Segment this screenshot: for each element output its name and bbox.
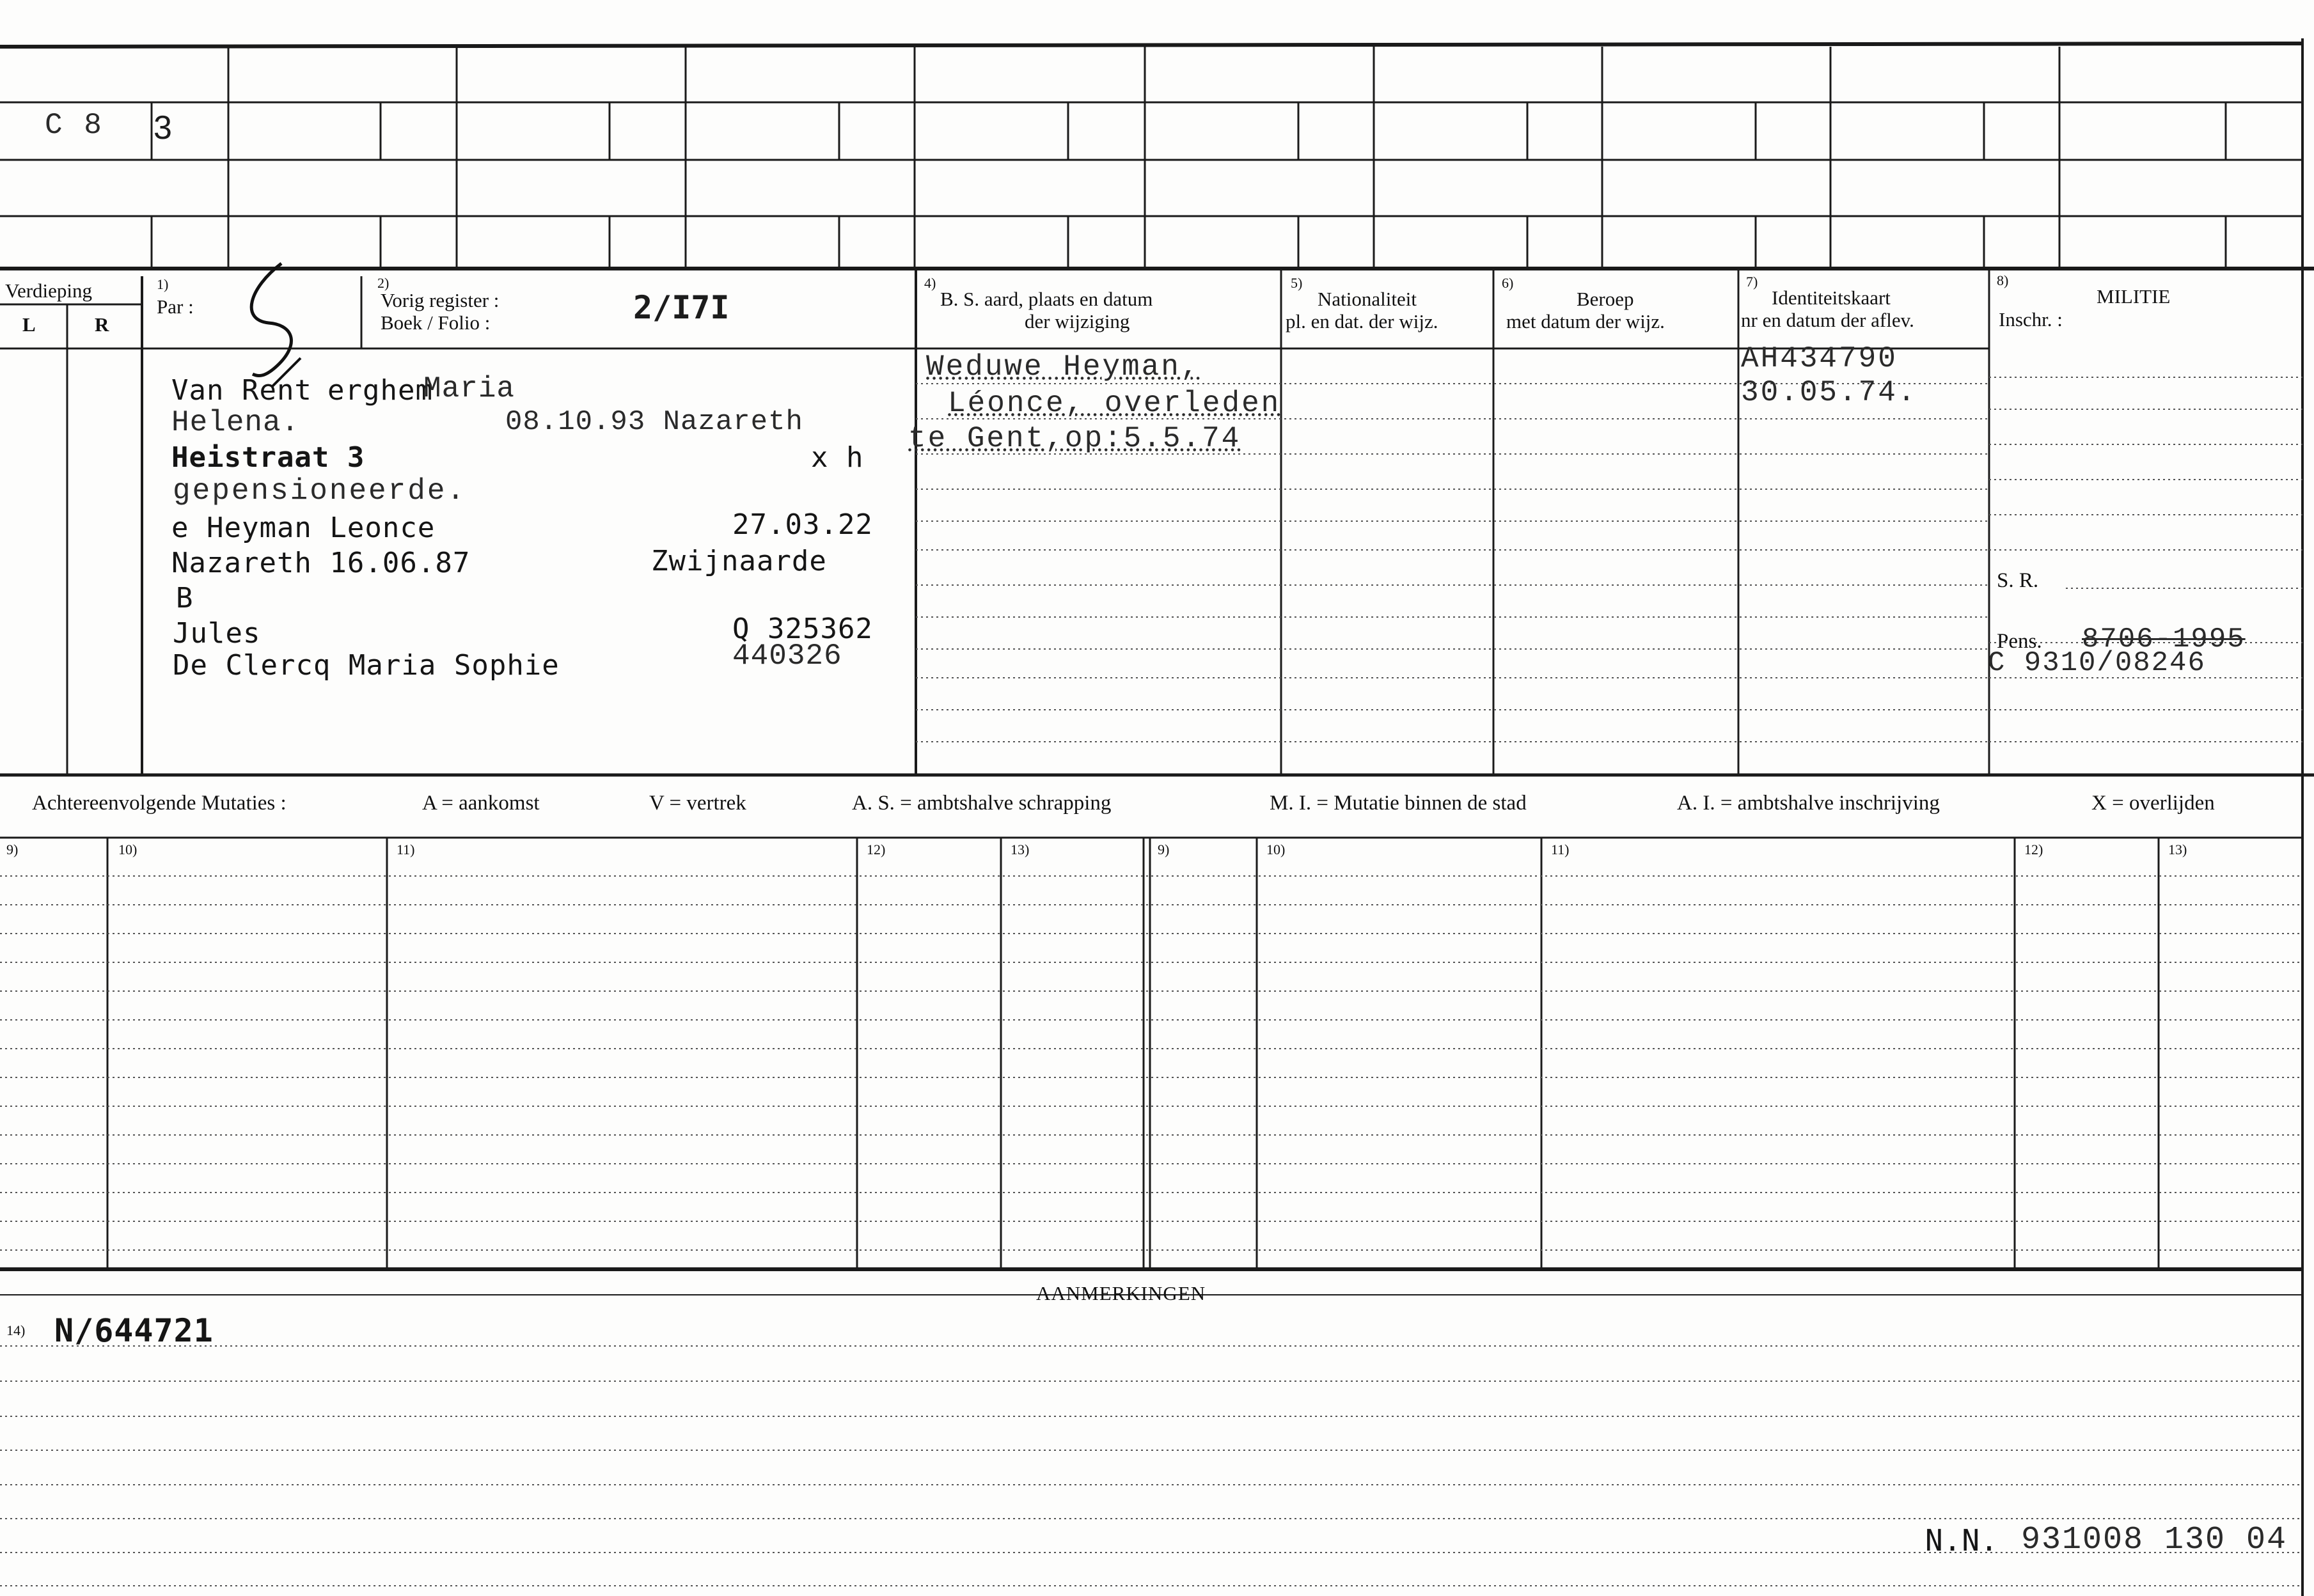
header-id-line2: nr en datum der aflev. xyxy=(1741,309,1914,331)
nn-label: N.N. xyxy=(1925,1523,1999,1558)
person-line-9b: 440326 xyxy=(732,639,842,673)
header-inschr: Inschr. : xyxy=(1999,308,2063,331)
person-line-1c: Maria xyxy=(423,372,516,405)
aanmerkingen-num-14: 14) xyxy=(6,1322,26,1338)
bs-entry-1: Weduwe Heyman, xyxy=(926,350,1200,384)
header-num-8: 8) xyxy=(1997,272,2009,288)
id-card-date: 30.05.74. xyxy=(1741,376,1917,409)
header-identiteitskaart: Identiteitskaart xyxy=(1772,286,1891,309)
person-line-9a: De Clercq Maria Sophie xyxy=(173,649,560,682)
header-num-5: 5) xyxy=(1291,275,1303,291)
header-militie: MILITIE xyxy=(2097,285,2171,308)
header-beroep-line2: met datum der wijz. xyxy=(1506,310,1665,332)
mut-col-13a: 13) xyxy=(1011,841,1030,857)
mut-col-13b: 13) xyxy=(2168,841,2187,857)
header-bs-line1: B. S. aard, plaats en datum xyxy=(940,288,1153,310)
militie-pens-struck: 8706-1995 xyxy=(2082,623,2246,655)
register-value: 2/I7I xyxy=(633,289,730,326)
person-line-1a: Van Rent xyxy=(171,374,312,407)
aanmerkingen-title: AANMERKINGEN xyxy=(1036,1282,1206,1304)
mutaties-mi: M. I. = Mutatie binnen de stad xyxy=(1270,792,1527,815)
person-line-2a: Helena. xyxy=(171,406,300,439)
mutaties-v: V = vertrek xyxy=(649,792,746,815)
person-line-1b: erghem xyxy=(327,374,433,407)
header-nationaliteit: Nationaliteit xyxy=(1318,288,1417,310)
header-par: Par : xyxy=(157,295,194,318)
header-num-1: 1) xyxy=(157,276,169,292)
header-col-r: R xyxy=(95,313,109,336)
person-line-8a: Jules xyxy=(173,617,261,650)
top-cell-c8: C 8 xyxy=(45,109,104,142)
mut-col-11b: 11) xyxy=(1551,841,1570,857)
mutaties-as: A. S. = ambtshalve schrapping xyxy=(852,792,1112,815)
mut-col-9b: 9) xyxy=(1158,841,1170,857)
bs-entry-2: Léonce, overleden xyxy=(948,387,1281,420)
person-line-5b: 27.03.22 xyxy=(732,508,873,541)
mut-col-12a: 12) xyxy=(867,841,886,857)
person-line-8b: Q 325362 xyxy=(732,613,873,645)
header-nat-line2: pl. en dat. der wijz. xyxy=(1286,310,1438,332)
mut-col-10a: 10) xyxy=(118,841,138,857)
par-pen-stroke xyxy=(251,263,291,376)
person-line-7: B xyxy=(176,582,194,614)
header-num-7: 7) xyxy=(1746,274,1758,290)
person-line-3a: Heistraat 3 xyxy=(171,441,365,474)
mutaties-label: Achtereenvolgende Mutaties : xyxy=(32,792,287,815)
person-line-2b: 08.10.93 Nazareth xyxy=(505,406,803,438)
header-num-6: 6) xyxy=(1502,275,1514,291)
mutaties-ai: A. I. = ambtshalve inschrijving xyxy=(1677,792,1940,815)
militie-sr: S. R. xyxy=(1997,569,2039,592)
person-line-6a: Nazareth 16.06.87 xyxy=(171,547,471,579)
header-beroep: Beroep xyxy=(1577,288,1634,310)
header-num-2: 2) xyxy=(377,275,390,291)
militie-pens: Pens. xyxy=(1997,630,2042,653)
aanmerkingen-value: N/644721 xyxy=(54,1312,214,1349)
militie-pens-new: C 9310/08246 xyxy=(1988,647,2206,679)
person-line-5a: e Heyman Leonce xyxy=(171,512,436,544)
person-line-3b: x h xyxy=(811,441,864,474)
mut-col-11a: 11) xyxy=(397,841,415,857)
id-card-number: AH434790 xyxy=(1741,342,1898,375)
header-col-l: L xyxy=(22,313,36,336)
person-line-4: gepensioneerde. xyxy=(173,474,467,508)
mutaties-x: X = overlijden xyxy=(2091,792,2215,815)
bs-entry-3: te Gent,op:5.5.74 xyxy=(908,422,1241,455)
header-verdieping: Verdieping xyxy=(5,279,93,302)
mut-col-9a: 9) xyxy=(6,841,19,857)
mut-col-10b: 10) xyxy=(1266,841,1286,857)
person-line-6b: Zwijnaarde xyxy=(651,545,827,577)
header-boek-folio: Boek / Folio : xyxy=(381,311,491,334)
header-vorig-register: Vorig register : xyxy=(381,289,500,311)
mutaties-a: A = aankomst xyxy=(422,792,540,815)
header-num-4: 4) xyxy=(924,275,936,291)
header-bs-line2: der wijziging xyxy=(1025,310,1130,332)
mut-col-12b: 12) xyxy=(2024,841,2043,857)
nn-value: 931008 130 04 xyxy=(2021,1522,2288,1558)
top-cell-3: 3 xyxy=(153,109,172,146)
